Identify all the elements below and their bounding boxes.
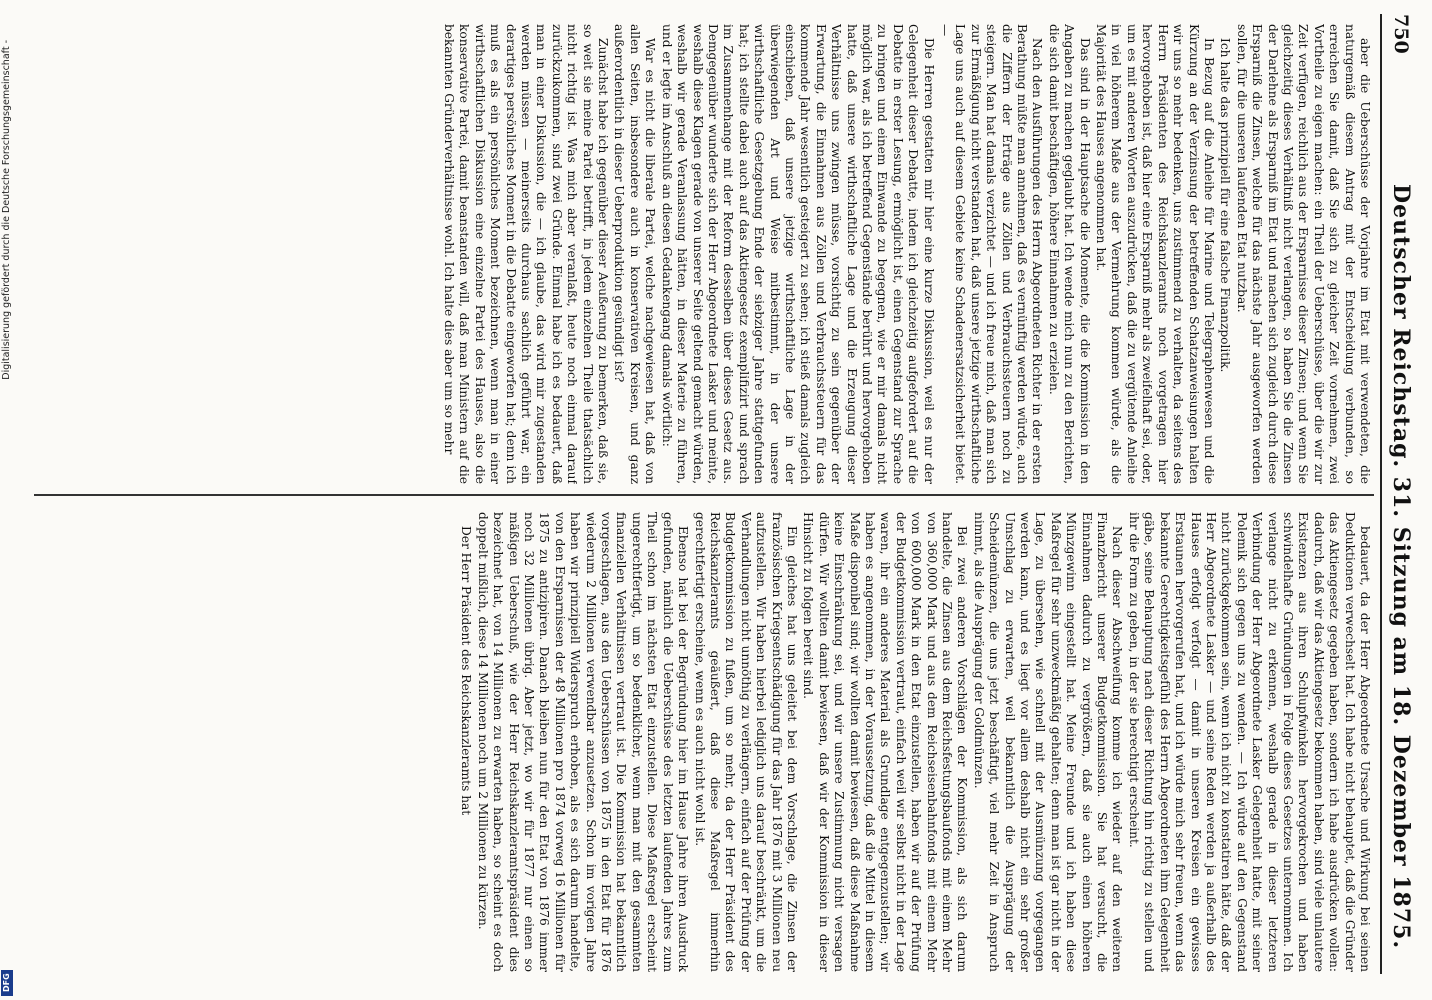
digitization-footer [0, 0, 14, 1000]
text-column-left [40, 24, 1372, 484]
quote-paragraph: War es nicht die liberale Partei, welche nachgewiesen hat, daß von allen Seiten, insbesondere auch in konservativen Kreisen, und ganz außerordentlich in dieser Ueberproduktion gesündigt ist? [612, 24, 658, 484]
paragraph: Bei zwei anderen Vorschlägen der Kommission, als sich darum handelte, die Zinsen aus dem Reichsfestungsbaufonds mit einem Mehr von 360,000 Mark und aus dem Reichseisenbahnfonds mit einem Mehr von 600,000 Mark in den Etat einzustellen, haben wir auf der Prüfung der Budgetkommission vertraut, einfach weil wir selbst nicht in der Lage waren, ihr ein anderes Material als Grundlage entgegenzustellen; wir haben es angenommen, in der Voraussetzung, daß die Mittel in diesem Maße disponibel sind; wir wollten damit bewiesen, daß diese Maßnahme keine Einschränkung sei, und wir unsere Zustimmung nicht versagen dürfen. Wir wollten damit bewiesen, daß wir der Kommission in dieser Hinsicht zu folgen bereit sind. [801, 512, 970, 972]
dfg-logo: DFG [1, 970, 13, 996]
column-divider [34, 494, 1374, 496]
paragraph: Zunächst habe ich gegenüber dieser Aeußerung zu bemerken, daß sie, so weit sie meine Partei betrifft, in jedem einzelnen Theile thatsächlich nicht richtig ist. Was mich aber veranlaßt, heute noch einmal darauf zurückzukommen, sind zwei Gründe. Einmal habe ich es bedauert, daß man in einer Diskussion, die — ich glaube, das wird mir zugestanden werden müssen — meinerseits durchaus sachlich geführt war, ein derartiges persönliches Moment in die Debatte eingeworfen hat; denn ich muß es als ein persönliches Moment bezeichnen, wenn man in einer wirthschaftlichen Diskussion eine einzelne Partei des Hauses, also die konservative Partei, damit beanstanden will, daß man Ministern auf die bekannten Gründerverhältnisse wohl. Ich halte dies aber um so mehr [442, 24, 611, 484]
digitization-note: Digitalisierung gefördert durch die Deutsche Forschungsgemeinschaft - [1, 40, 12, 380]
paragraph: Der Herr Präsident des Reichskanzleramts hat [459, 526, 474, 816]
paragraph: bedauert, da der Herr Abgeordnete Ursache und Wirkung bei seinen Deduktionen verwechselt hat. Ich habe nicht behauptet, daß die Gründer das Aktiengesetz gegeben haben, sondern ich habe ausdrücken wollen: dadurch, daß wir das Aktiengesetz bekommen haben, sind viele unlautere Existenzen aus ihren Schlupfwinkeln hervorgekrochen und haben schwindelhafte Gründungen in Folge dieses Gesetzes unternommen. Ich verlange nicht zu erkennen, weshalb gerade in dieser letzteren Verbindung der Herr Abgeordnete Lasker Gelegenheit hatte, mit seiner Polemik sich gegen uns zu wenden. — Ich würde auf den Gegenstand nicht zurückgekommen sein, wenn ich nicht zu konstatiren hätte, daß der Herr Abgeordnete Lasker — und seine Reden werden ja außerhalb des Hauses erfolgt verfolgt — damit in unseren Kreisen ein gewisses Erstaunen hervorgerufen hat, und ich würde mich sehr freuen, wenn das bekannte Gerechtigkeitsgefühl des Herrn Abgeordneten ihm Gelegenheit gäbe, seine Behauptung nach dieser Richtung hin richtig zu stellen und ihr die Form zu geben, in der sie berechtigt erscheint. [1126, 512, 1372, 972]
paragraph: Nach dieser Abschweifung komme ich wieder auf den weiteren Finanzbericht unserer Budgetkommission. Sie hat versucht, die Einnahmen dadurch zu vergrößern, daß sie auch einen höheren Münzgewinn eingestellt hat. Meine Freunde und ich haben diese Maßregel für sehr unzweckmäßig gehalten; denn man ist gar nicht in der Lage, zu übersehen, wie schnell mit der Ausmünzung vorgegangen werden kann, und es liegt vor allem deshalb nicht ein sehr großer Umschlag zu erwarten, weil bekanntlich die Ausprägung der Scheidemünzen, die uns jetzt beschäftigt, viel mehr Zeit in Anspruch nimmt, als die Ausprägung der Goldmünzen. [971, 512, 1125, 972]
paragraph: Ich halte das prinzipiell für eine falsche Finanzpolitik. [1218, 38, 1233, 373]
paragraph: Das sind in der Hauptsache die Momente, die die Kommission in den Angaben zu machen geglaubt hat. Ich wende mich nun zu den Berichten, die sich damit beschäftigen, höhere Einnahmen zu erzielen. [1046, 24, 1092, 484]
paragraph: Ebenso hat bei der Begründung hier im Hause Jahre ihren Ausdruck gefunden, nämlich die Ueberschüsse des letzten laufenden Jahres zum Theil schon im nächsten Etat einzustellen. Diese Maßregel erscheint ungerechtfertigt, um so bedenklicher, wenn man mit den gesammten finanziellen Verhältnissen vertraut ist. Die Kommission hat bekanntlich vorgeschlagen, aus den Ueberschüssen von 1875 in den Etat für 1876 wiederum 2 Millionen verwendbar anzusetzen. Schon im vorigen Jahre haben wir prinzipiell Widerspruch erhoben, als es sich darum handelte, von den Ersparnissen der 48 Millionen pro 1874 vorweg 16 Millionen für 1875 zu antizipiren. Danach bleiben nun für den Etat von 1876 immer noch 32 Millionen übrig. Aber jetzt, wo wir für 1877 nur einen so mäßigen Ueberschuß, wie der Herr Reichskanzleramtspräsident dies bezeichnet hat, von 14 Millionen zu erwarten haben, so scheint es doch doppelt mißlich, diese 14 Millionen noch um 2 Millionen zu kürzen. [475, 512, 691, 972]
text-column-right [40, 512, 1372, 972]
paragraph: Ein gleiches hat uns geleitet bei dem Vorschlage, die Zinsen der französischen Kriegsentschädigung für das Jahr 1876 mit 3 Millionen neu aufzustellen. Wir haben hierbei lediglich uns darauf beschränkt, um die Verhandlungen nicht unnöthig zu verlängern, einfach auf der Prüfung der Budgetkommission zu fußen, um so mehr, da der Herr Präsident des Reichskanzleramts geäußert, daß diese Maßregel immerhin gerechtfertigt erscheine, wenn es auch nicht wohl ist. [692, 512, 799, 972]
paragraph: Die Herren gestatten mir hier eine kurze Diskussion, weil es nur der Gelegenheit dieser Debatte, indem ich gleichzeitig aufgefordert auf die Debatte in erster Lesung, ermöglicht ist, einen Gegenstand zur Sprache zu bringen und einem Einwande zu begegnen, wie er mir damals nicht möglich war, als ich betreffend Gegenstände berührt und hervorgehoben hatte, daß unsere wirthschaftliche Lage und die Erzeugung dieser Verhältnisse uns zwingen müsse, vorsichtig zu sein gegenüber der Erwartung, die Einnahmen aus Zöllen und Verbrauchssteuern für das kommende Jahr wesentlich gesteigert zu sehen; ich stieß damals zugleich einschieben, daß unsere jetzige wirthschaftliche Lage in der überwiegenden Art und Weise mitbestimmt, in der unsere wirthschaftliche Gesetzgebung Ende der siebziger Jahre stattgefunden hat; ich stellte dabei auch auf das Aktiengesetz exemplifizirt und sprach im Zusammenhange mit der Reform desselben über dieses Gesetz aus. Demgegenüber wunderte sich der Herr Abgeordnete Lasker und meinte, weshalb diese Klagen gerade von unserer Seite geltend gemacht würden, weshalb wir gerade Veranlassung hätten, in dieser Materie zu führen, und er legte im Anschluß an diesen Gedankengang damals wörtlich: [659, 24, 936, 484]
page-number: 750 [1390, 14, 1412, 54]
running-title: Deutscher Reichstag. 31. Sitzung am 18. Dezember 1875. [1388, 184, 1414, 950]
page-header [1380, 14, 1418, 974]
paragraph: Nach den Ausführungen des Herrn Abgeordneten Richter in der ersten Berathung müßte man annehmen, daß es vernünftig werden würde, auch die Ziffern der Erträge aus Zöllen und Verbrauchssteuern noch zu steigern. Man hat damals verzichtet — und ich freue mich, daß man sich zur Ermäßigung nicht verstanden hat, daß unsere jetzige wirthschaftliche Lage uns auch auf diesem Gebiete keine Schadenersatzsicherheit bietet. — [938, 24, 1045, 484]
paragraph: aber die Ueberschüsse der Vorjahre im Etat mit verwendeten, die naturgemäß diesem Antrag mit der Entscheidung verbunden, so erreichen Sie damit, daß Sie sich zu gleicher Zeit vornehmen, zwei Vortheile zu eigen machen: ein Theil der Ueberschüsse, über die wir zur Zeit verfügen, reichlich aus der Ersparnisse dieser Zinsen; und wenn Sie gleichzeitig dieses Verhältniß nicht verlangen, so haben Sie die Zinsen der Darlehne als Ersparniß im Etat und machen sich zugleich durch diese Ersparniß die Zinsen, welche für das nächste Jahr ausgeworfen werden sollen, für die unseren laufenden Etat nutzbar. [1234, 24, 1372, 484]
paragraph: In Bezug auf die Anleihe für Marine und Telegraphenwesen und die Kürzung an der Verzinsung der betreffenden Schatzanweisungen halten wir uns so mehr bedenken, uns zustimmend zu verhalten, da seitens des Herrn Präsidenten des Reichskanzleramts noch vorgetragen hier hervorgehoben ist, daß hier eine Ersparniß mehr als zweifelhaft sei, oder, um es mit anderen Worten auszudrücken, daß die zu vergütende Anleihe in viel höherem Maße aus der Vermehrung kommen würde, als die Majorität des Hauses angenommen hat. [1094, 24, 1216, 484]
